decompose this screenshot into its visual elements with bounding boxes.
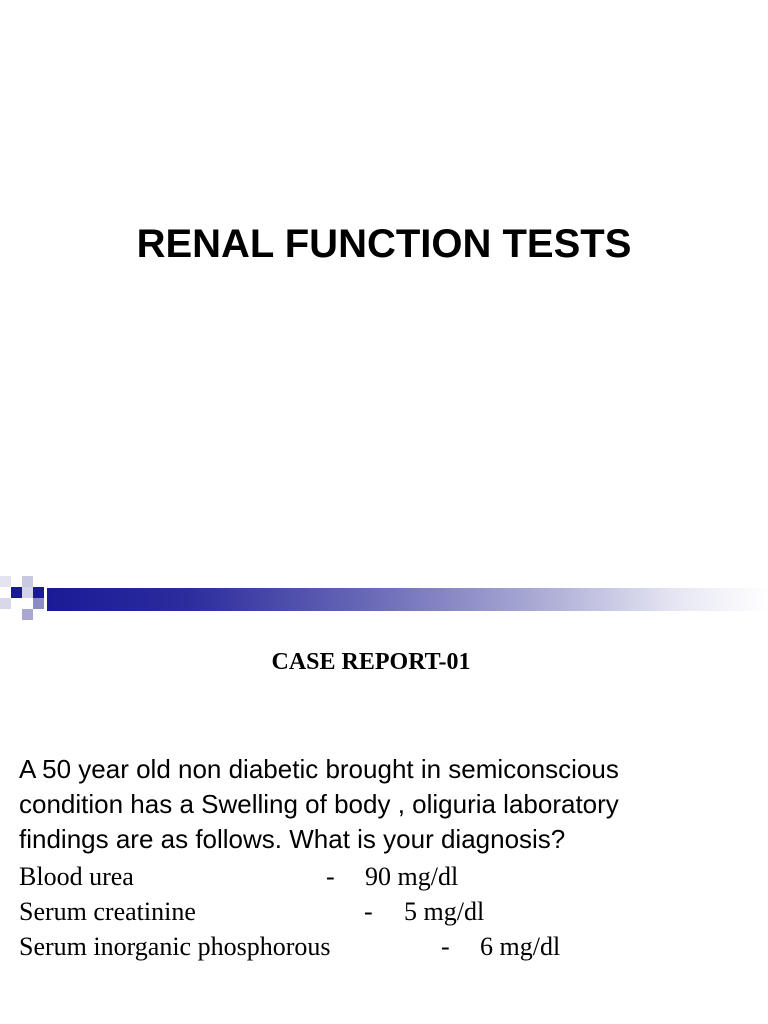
lab-separator: -: [364, 897, 373, 926]
lab-result-row: [19, 894, 759, 929]
lab-test-name: Serum creatinine: [19, 897, 196, 926]
decor-square: [33, 576, 44, 587]
decor-square: [0, 598, 11, 609]
decor-square: [22, 587, 33, 598]
decorative-gradient-band: [0, 576, 768, 624]
decor-square: [11, 587, 22, 598]
case-description-line: condition has a Swelling of body , oliguria laboratory: [19, 789, 619, 819]
lab-test-value: 6 mg/dl: [480, 932, 561, 961]
lab-test-name: Serum inorganic phosphorous: [19, 932, 331, 961]
decor-square: [11, 576, 22, 587]
decor-square: [22, 609, 33, 620]
lab-separator: -: [441, 932, 450, 961]
lab-test-value: 5 mg/dl: [404, 897, 485, 926]
case-description-line: findings are as follows. What is your diagnosis?: [19, 824, 566, 854]
decor-square: [33, 598, 44, 609]
slide-title: RENAL FUNCTION TESTS: [136, 222, 632, 266]
lab-result-row: [19, 929, 759, 964]
gradient-bar: [47, 588, 768, 611]
case-description-line: A 50 year old non diabetic brought in semiconscious: [19, 754, 619, 784]
case-description: [19, 752, 749, 857]
case-report-heading: CASE REPORT-01: [271, 649, 471, 675]
decor-square: [0, 576, 11, 587]
lab-separator: -: [326, 862, 335, 891]
decor-square: [22, 576, 33, 587]
lab-result-row: [19, 859, 759, 894]
decor-square: [33, 587, 44, 598]
lab-test-name: Blood urea: [19, 862, 134, 891]
lab-test-value: 90 mg/dl: [365, 862, 459, 891]
